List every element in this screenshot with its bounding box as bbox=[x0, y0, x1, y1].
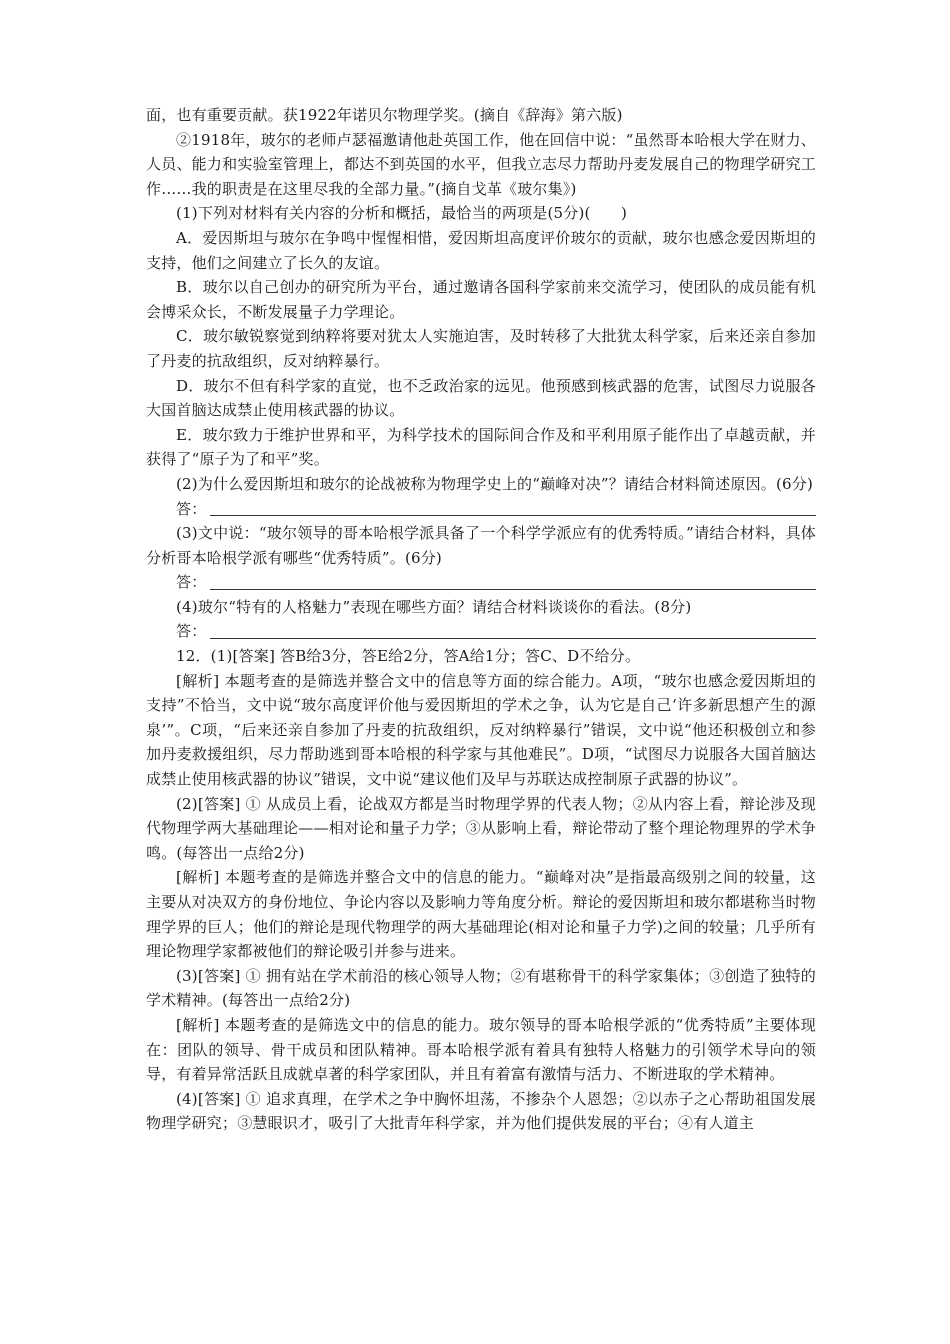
answer-label: 答： bbox=[176, 622, 207, 641]
answer-rule bbox=[210, 515, 816, 516]
material-paragraph-2: ②1918年，玻尔的老师卢瑟福邀请他赴英国工作，他在回信中说：“虽然哥本哈根大学在财力、人员、能力和实验室管理上，都达不到英国的水平，但我立志尽力帮助丹麦发展自己的物理学研究工作……我的职责是在这里尽我的全部力量。”(摘自戈革《玻尔集》) bbox=[146, 130, 816, 198]
solution-1-analysis: [解析] 本题考查的是筛选并整合文中的信息等方面的综合能力。A项，“玻尔也感念爱因斯坦的支持”不恰当，文中说“玻尔高度评价他与爱因斯坦的学术之争，认为它是自己‘许多新思想产生的源泉’”。C项，“后来还亲自参加了丹麦的抗敌组织，反对纳粹暴行”错误，文中说“他还积极创立和参加丹麦救援组织，尽力帮助逃到哥本哈根的科学家与其他难民”。D项，“试图尽力说服各大国首脑达成禁止使用核武器的协议”错误，文中说“建议他们及早与苏联达成控制原子武器的协议”。 bbox=[146, 671, 816, 789]
option-d: D．玻尔不但有科学家的直觉，也不乏政治家的远见。他预感到核武器的危害，试图尽力说服各大国首脑达成禁止使用核武器的协议。 bbox=[146, 376, 816, 420]
answer-line-2 bbox=[146, 497, 816, 522]
question-4-stem: (4)玻尔“特有的人格魅力”表现在哪些方面？请结合材料谈谈你的看法。(8分) bbox=[176, 597, 692, 616]
answer-label: 答： bbox=[176, 573, 207, 592]
question-2-stem: (2)为什么爱因斯坦和玻尔的论战被称为物理学史上的“巅峰对决”？请结合材料简述原因。(6分) bbox=[176, 474, 814, 493]
answer-rule bbox=[210, 589, 816, 590]
solution-4-answer: (4)[答案] ① 追求真理，在学术之争中胸怀坦荡，不掺杂个人恩怨；②以赤子之心帮助祖国发展物理学研究；③慧眼识才，吸引了大批青年科学家，并为他们提供发展的平台；④有人道主 bbox=[146, 1089, 816, 1133]
answer-line-4 bbox=[146, 619, 816, 644]
material-line-1: 面，也有重要贡献。获1922年诺贝尔物理学奖。(摘自《辞海》第六版) bbox=[146, 106, 623, 124]
solution-3-analysis: [解析] 本题考查的是筛选文中的信息的能力。玻尔领导的哥本哈根学派的“优秀特质”主要体现在：团队的领导、骨干成员和团队精神。哥本哈根学派有着具有独特人格魅力的引领学术导向的领导，有着异常活跃且成就卓著的科学家团队，并且有着富有激情与活力、不断进取的学术精神。 bbox=[146, 1015, 816, 1084]
question-3-stem: (3)文中说：“玻尔领导的哥本哈根学派具备了一个科学学派应有的优秀特质。”请结合材料，具体分析哥本哈根学派有哪些“优秀特质”。(6分) bbox=[146, 524, 816, 567]
answer-label: 答： bbox=[176, 499, 207, 518]
option-c: C．玻尔敏锐察觉到纳粹将要对犹太人实施迫害，及时转移了大批犹太科学家，后来还亲自参加了丹麦的抗敌组织，反对纳粹暴行。 bbox=[146, 327, 816, 370]
option-e: E．玻尔致力于维护世界和平，为科学技术的国际间合作及和平利用原子能作出了卓越贡献，并获得了“原子为了和平”奖。 bbox=[146, 425, 816, 469]
solution-3-answer: (3)[答案] ① 拥有站在学术前沿的核心领导人物；②有堪称骨干的科学家集体；③创造了独特的学术精神。(每答出一点给2分) bbox=[146, 966, 816, 1010]
solution-2-answer: (2)[答案] ① 从成员上看，论战双方都是当时物理学界的代表人物；②从内容上看，辩论涉及现代物理学两大基础理论——相对论和量子力学；③从影响上看，辩论带动了整个理论物理界的学术争鸣。(每答出一点给2分) bbox=[146, 794, 816, 862]
answer-line-3 bbox=[146, 570, 816, 595]
document-page bbox=[146, 103, 816, 1136]
solution-2-analysis: [解析] 本题考查的是筛选并整合文中的信息的能力。“巅峰对决”是指最高级别之间的较量，这主要从对决双方的身份地位、争论内容以及影响力等角度分析。辩论的爱因斯坦和玻尔都堪称当时物理学界的巨人；他们的辩论是现代物理学的两大基础理论(相对论和量子力学)之间的较量；几乎所有理论物理学家都被他们的辩论吸引并参与进来。 bbox=[146, 868, 816, 961]
option-b: B．玻尔以自己创办的研究所为平台，通过邀请各国科学家前来交流学习，使团队的成员能有机会博采众长，不断发展量子力学理论。 bbox=[146, 278, 816, 321]
answer-rule bbox=[210, 638, 816, 639]
solution-1-answer: 12．(1)[答案] 答B给3分，答E给2分，答A给1分；答C、D不给分。 bbox=[176, 647, 641, 666]
question-1-stem: (1)下列对材料有关内容的分析和概括，最恰当的两项是(5分)( ) bbox=[176, 204, 628, 223]
option-a: A．爱因斯坦与玻尔在争鸣中惺惺相惜，爱因斯坦高度评价玻尔的贡献，玻尔也感念爱因斯坦的支持，他们之间建立了长久的友谊。 bbox=[146, 228, 816, 272]
